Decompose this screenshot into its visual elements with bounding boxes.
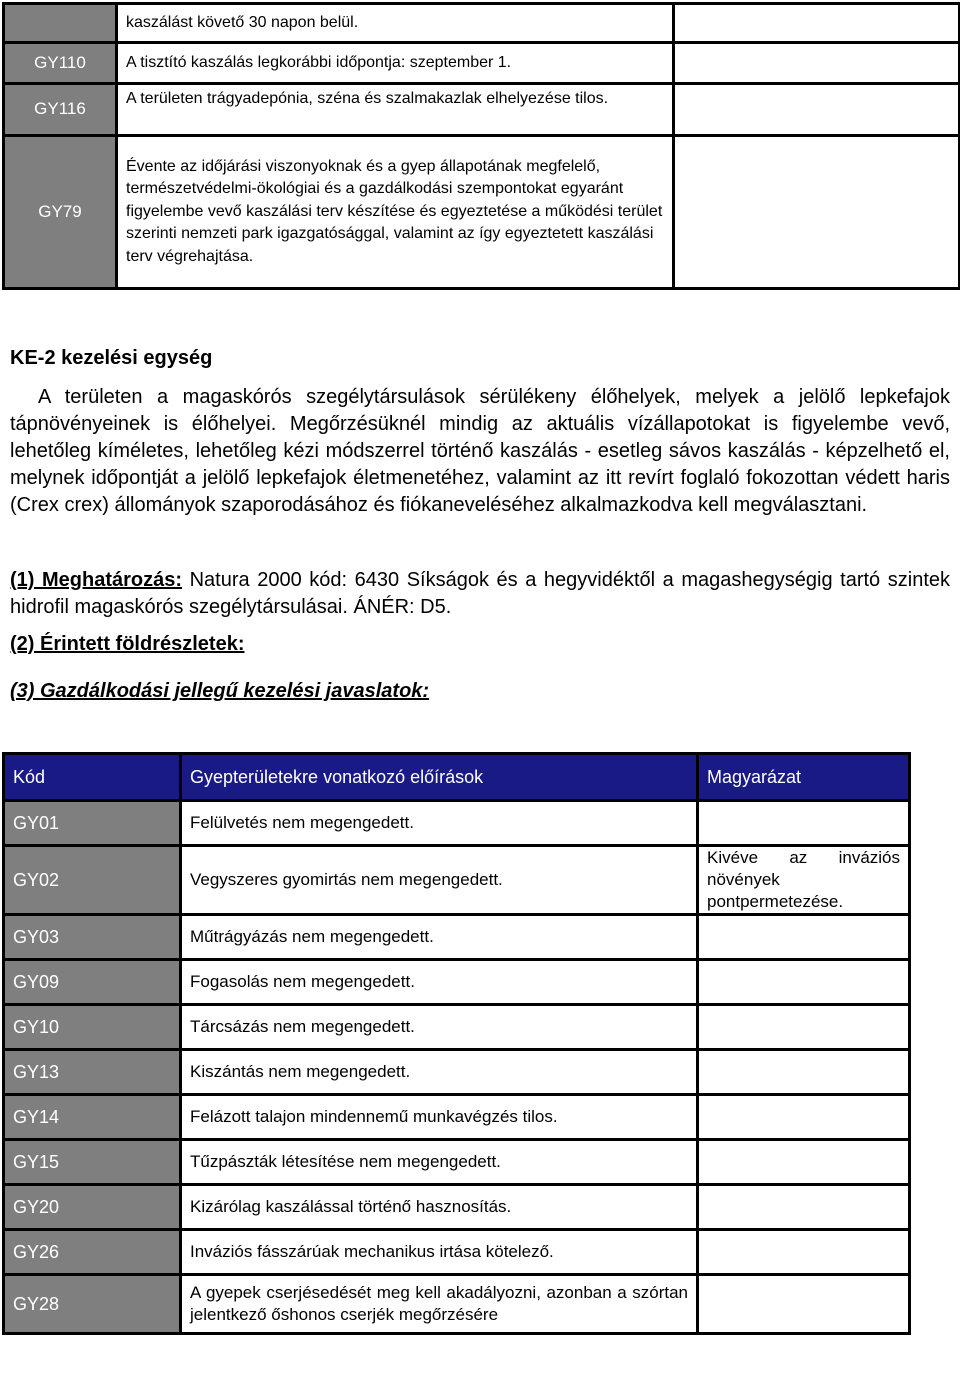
rule-cell: Műtrágyázás nem megengedett. xyxy=(181,915,698,960)
note-cell xyxy=(674,136,960,289)
note-cell xyxy=(698,960,910,1005)
code-cell: GY10 xyxy=(4,1005,181,1050)
definition-label: (1) Meghatározás: xyxy=(10,569,183,591)
note-cell xyxy=(698,1185,910,1230)
code-cell: GY28 xyxy=(4,1275,181,1334)
rule-cell: kaszálást követő 30 napon belül. xyxy=(117,4,674,43)
table-row xyxy=(4,4,960,43)
note-cell xyxy=(698,1275,910,1334)
code-cell: GY02 xyxy=(4,846,181,915)
code-cell: GY110 xyxy=(4,43,117,84)
table-row xyxy=(4,84,960,136)
note-cell xyxy=(698,1095,910,1140)
rule-cell: A területen trágyadepónia, széna és szalmakazlak elhelyezése tilos. xyxy=(117,84,674,136)
code-cell: GY20 xyxy=(4,1185,181,1230)
table-row xyxy=(4,1050,910,1095)
code-cell: GY01 xyxy=(4,801,181,846)
table-row xyxy=(4,136,960,289)
note-cell xyxy=(698,801,910,846)
table-row xyxy=(4,801,910,846)
note-cell xyxy=(698,1230,910,1275)
code-cell: GY15 xyxy=(4,1140,181,1185)
rule-cell: A gyepek cserjésedését meg kell akadályozni, azonban a szórtan jelentkező őshonos cserjék megőrzésére xyxy=(181,1275,698,1334)
code-cell: GY03 xyxy=(4,915,181,960)
code-cell: GY14 xyxy=(4,1095,181,1140)
rule-cell: Tűzpászták létesítése nem megengedett. xyxy=(181,1140,698,1185)
proposals-heading: (3) Gazdálkodási jellegű kezelési javaslatok: xyxy=(10,680,430,702)
code-cell xyxy=(4,4,117,43)
rule-cell: Felülvetés nem megengedett. xyxy=(181,801,698,846)
code-cell: GY116 xyxy=(4,84,117,136)
note-cell xyxy=(698,1005,910,1050)
table-row xyxy=(4,1230,910,1275)
table-row xyxy=(4,43,960,84)
definition-text: Natura 2000 kód: 6430 Síkságok és a hegyvidéktől a magashegységig tartó szintek hidrofil magaskórós szegélytársulásai. ÁNÉR: D5. xyxy=(10,569,950,618)
management-rules-table xyxy=(2,752,911,1335)
note-cell: Kivéve az inváziós növények pontpermetezése. xyxy=(698,846,910,915)
definition-paragraph xyxy=(10,567,950,621)
table-row xyxy=(4,915,910,960)
rule-cell: Évente az időjárási viszonyoknak és a gyep állapotának megfelelő, természetvédelmi-ökológiai és a gazdálkodási szempontokat egyaránt figyelembe vevő kaszálási terv készítése és egyeztetése a működési terület szerinti nemzeti park igazgatósággal, valamint az így egyeztetett kaszálási terv végrehajtása. xyxy=(117,136,674,289)
note-cell xyxy=(698,915,910,960)
intro-paragraph: A területen a magaskórós szegélytársulások sérülékeny élőhelyek, melyek a jelölő lepkefajok tápnövényeinek is élőhelyei. Megőrzésüknél mindig az aktuális vízállapotokat is figyelembe vevő, lehetőleg kíméletes, lehetőleg kézi módszerrel történő kaszálás - esetleg sávos kaszálás - képzelhető el, melynek időpontját a jelölő lepkefajok életmenetéhez, valamint az itt revírt foglaló fokozottan védett haris (Crex crex) állományok szaporodásához és fiókaneveléséhez alkalmazkodva kell megválasztani. xyxy=(10,386,950,516)
header-note: Magyarázat xyxy=(698,754,910,801)
note-cell xyxy=(698,1140,910,1185)
table-row xyxy=(4,1140,910,1185)
code-cell: GY26 xyxy=(4,1230,181,1275)
table-header-row xyxy=(4,754,910,801)
code-cell: GY13 xyxy=(4,1050,181,1095)
rule-cell: Kizárólag kaszálással történő hasznosítás. xyxy=(181,1185,698,1230)
table-row xyxy=(4,846,910,915)
rule-cell: Tárcsázás nem megengedett. xyxy=(181,1005,698,1050)
rule-cell: A tisztító kaszálás legkorábbi időpontja: szeptember 1. xyxy=(117,43,674,84)
code-cell: GY09 xyxy=(4,960,181,1005)
rule-cell: Vegyszeres gyomirtás nem megengedett. xyxy=(181,846,698,915)
rule-cell: Felázott talajon mindennemű munkavégzés tilos. xyxy=(181,1095,698,1140)
section-title: KE-2 kezelési egység xyxy=(10,347,213,369)
top-requirements-table xyxy=(2,2,960,290)
table-row xyxy=(4,1005,910,1050)
table-row xyxy=(4,1185,910,1230)
rule-cell: Inváziós fásszárúak mechanikus irtása kötelező. xyxy=(181,1230,698,1275)
note-cell xyxy=(674,43,960,84)
header-rule: Gyepterületekre vonatkozó előírások xyxy=(181,754,698,801)
table-row xyxy=(4,1095,910,1140)
code-cell: GY79 xyxy=(4,136,117,289)
header-code: Kód xyxy=(4,754,181,801)
table-row xyxy=(4,960,910,1005)
rule-cell: Kiszántás nem megengedett. xyxy=(181,1050,698,1095)
table-row xyxy=(4,1275,910,1334)
affected-parcels-heading: (2) Érintett földrészletek: xyxy=(10,633,245,655)
note-cell xyxy=(674,84,960,136)
note-cell xyxy=(674,4,960,43)
rule-cell: Fogasolás nem megengedett. xyxy=(181,960,698,1005)
note-cell xyxy=(698,1050,910,1095)
